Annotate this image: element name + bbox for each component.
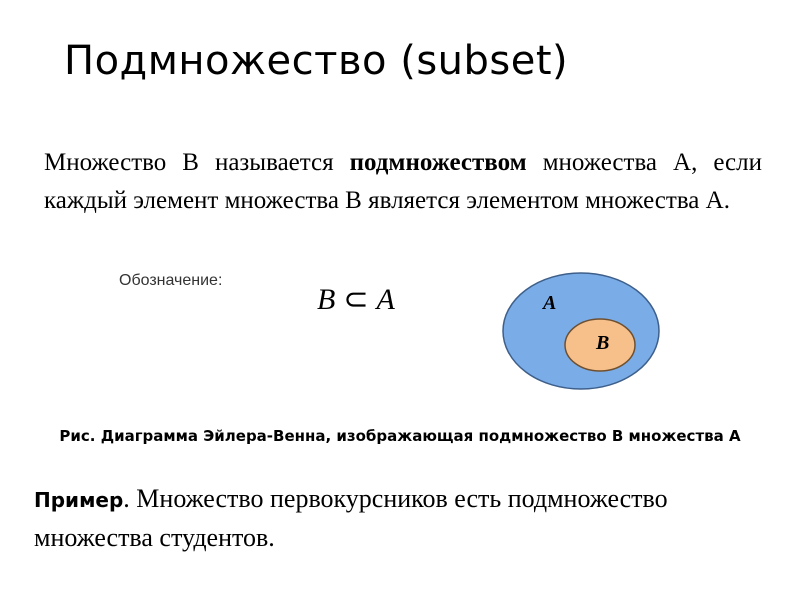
definition-part1: Множество B называется: [44, 149, 350, 176]
set-b-label: B: [596, 332, 610, 354]
set-a-label: A: [543, 292, 557, 314]
figure-caption: Рис. Диаграмма Эйлера-Венна, изображающая подмножество B множества A: [59, 427, 741, 445]
example-body: . Множество первокурсников есть подмножество множества студентов.: [34, 484, 668, 552]
definition-term: подмножеством: [349, 149, 527, 176]
example-label: Пример: [34, 488, 124, 512]
definition-part2: множества A, если каждый элемент множества B является элементом множества A.: [44, 149, 762, 214]
definition-text: [44, 144, 762, 220]
formula-left: B: [317, 283, 338, 316]
subset-operator: ⊂: [343, 283, 371, 316]
notation-label: Обозначение:: [119, 272, 223, 289]
formula-right: A: [376, 283, 397, 316]
subset-formula: [317, 282, 397, 317]
euler-venn-diagram: [500, 270, 662, 392]
slide-title: Подмножество (subset): [64, 38, 569, 84]
example-text: [34, 480, 764, 557]
